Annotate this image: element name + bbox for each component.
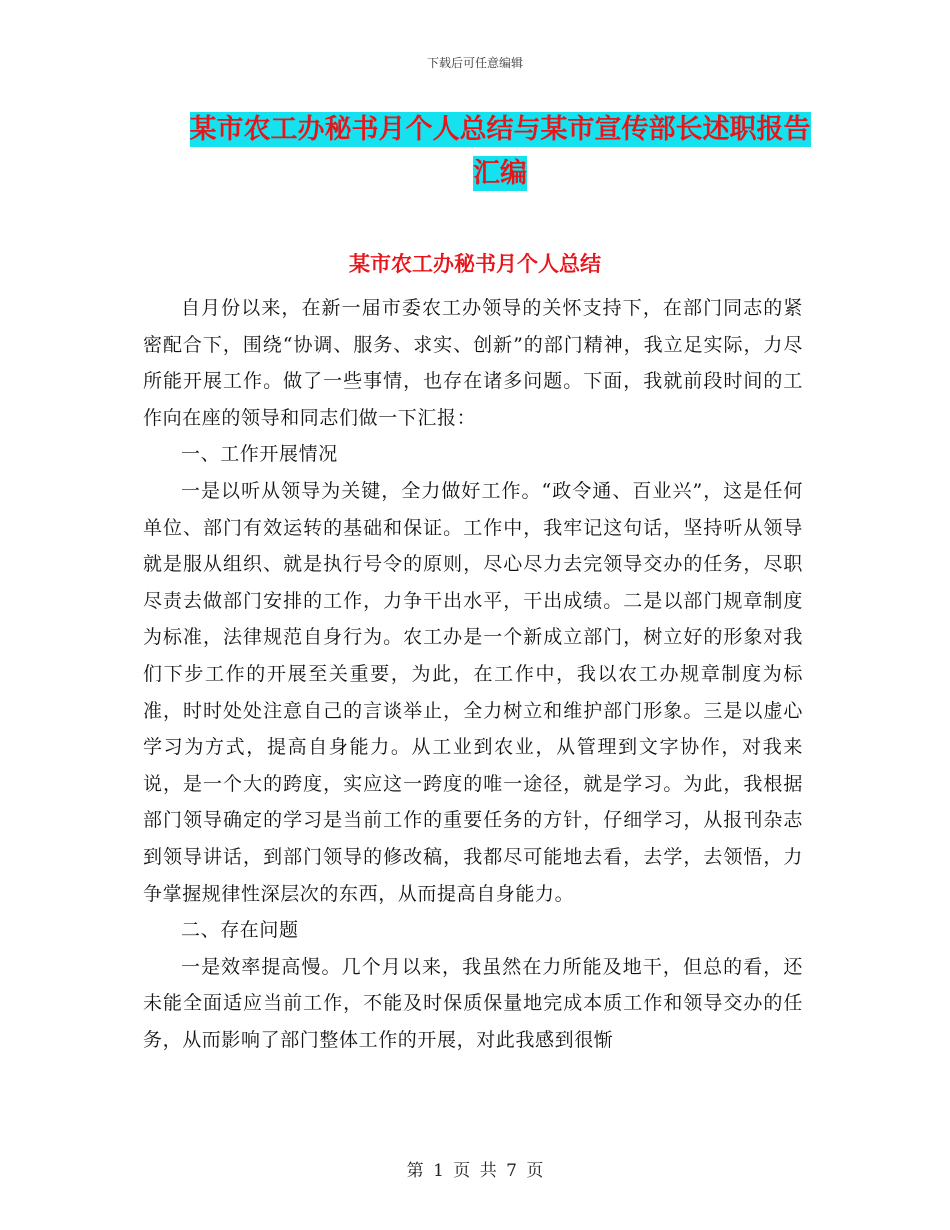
document-body (143, 290, 803, 1058)
paragraph-problems: 一是效率提高慢。几个月以来，我虽然在力所能及地干，但总的看，还未能全面适应当前工作，不能及时保质保量地完成本质工作和领导交办的任务，从而影响了部门整体工作的开展，对此我感到很惭 (143, 955, 803, 1051)
title-line-2: 汇编 (473, 158, 527, 189)
document-title (180, 108, 820, 196)
title-line-1: 某市农工办秘书月个人总结与某市宣传部长述职报告 (189, 114, 811, 145)
paragraph-intro: 自月份以来，在新一届市委农工办领导的关怀支持下，在部门同志的紧密配合下，围绕“协调、服务、求实、创新”的部门精神，我立足实际，力尽所能开展工作。做了一些事情，也存在诸多问题。下面，我就前段时间的工作向在座的领导和同志们做一下汇报： (143, 297, 803, 429)
heading-work-status: 一、工作开展情况 (181, 443, 338, 466)
header-note: 下载后可任意编辑 (426, 56, 523, 70)
paragraph-work-status: 一是以听从领导为关键，全力做好工作。“政令通、百业兴”，这是任何单位、部门有效运转的基础和保证。工作中，我牢记这句话，坚持听从领导就是服从组织、就是执行号令的原则，尽心尽力去完领导交办的任务，尽职尽责去做部门安排的工作，力争干出水平，干出成绩。二是以部门规章制度为标准，法律规范自身行为。农工办是一个新成立部门，树立好的形象对我们下步工作的开展至关重要，为此，在工作中，我以农工办规章制度为标准，时时处处注意自己的言谈举止，全力树立和维护部门形象。三是以虚心学习为方式，提高自身能力。从工业到农业，从管理到文字协作，对我来说，是一个大的跨度，实应这一跨度的唯一途径，就是学习。为此，我根据部门领导确定的学习是当前工作的重要任务的方针，仔细学习，从报刊杂志到领导讲话，到部门领导的修改稿，我都尽可能地去看，去学，去领悟，力争掌握规律性深层次的东西，从而提高自身能力。 (143, 479, 803, 905)
page-footer: 第 1 页 共 7 页 (406, 1161, 544, 1181)
section-title: 某市农工办秘书月个人总结 (349, 251, 601, 276)
heading-problems: 二、存在问题 (181, 919, 299, 942)
